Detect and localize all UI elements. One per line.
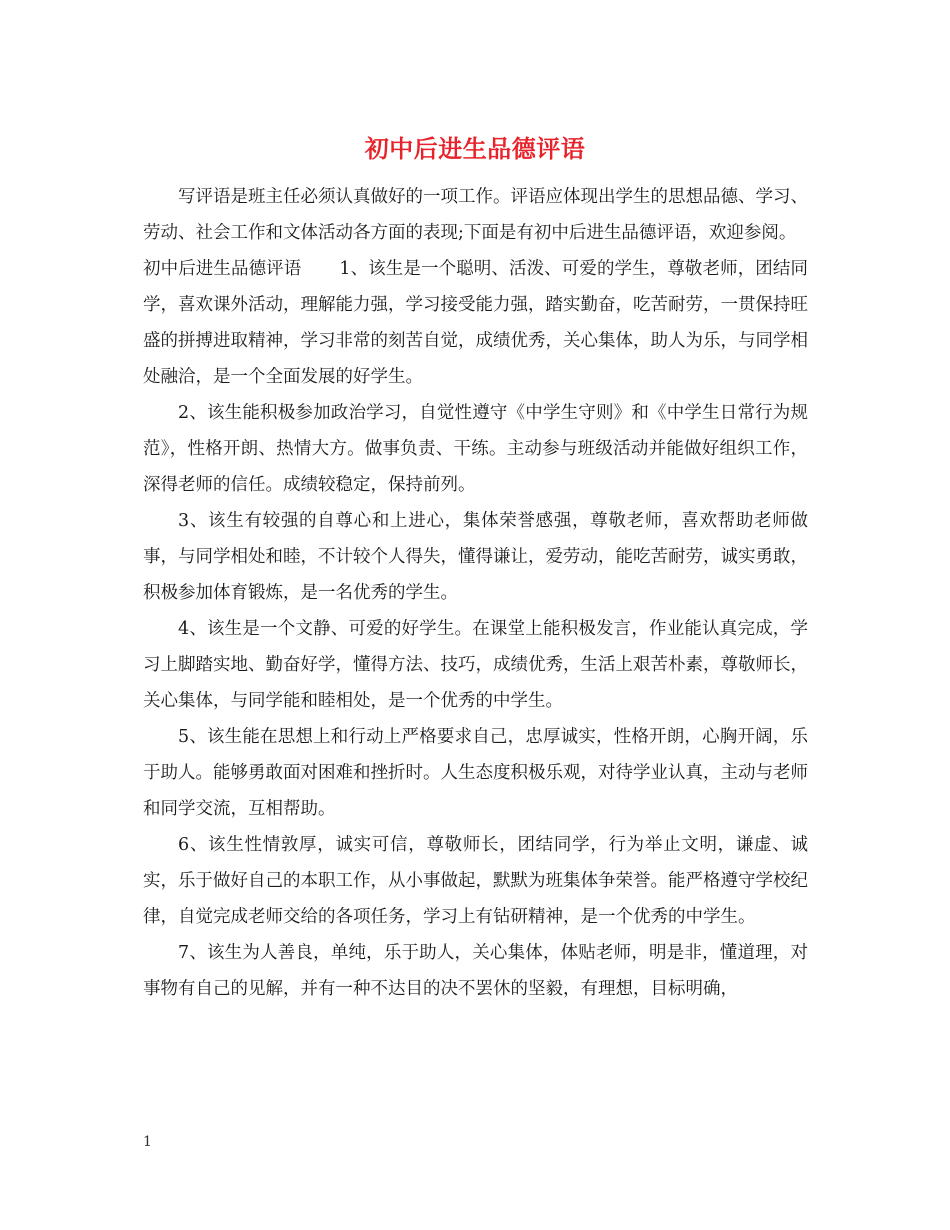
evaluation-item-2: 2、该生能积极参加政治学习，自觉性遵守《中学生守则》和《中学生日常行为规范》，性格开朗、热情大方。做事负责、干练。主动参与班级活动并能做好组织工作，深得老师的信任。成绩较稳定，保持前列。	[143, 403, 808, 495]
evaluation-item-7: 7、该生为人善良，单纯，乐于助人，关心集体，体贴老师，明是非，懂道理，对事物有自己的见解，并有一种不达目的决不罢休的坚毅，有理想，目标明确，	[143, 943, 808, 999]
evaluation-item-5: 5、该生能在思想上和行动上严格要求自己，忠厚诚实，性格开朗，心胸开阔，乐于助人。能够勇敢面对困难和挫折时。人生态度积极乐观，对待学业认真，主动与老师和同学交流，互相帮助。	[143, 727, 808, 819]
evaluation-item-3: 3、该生有较强的自尊心和上进心，集体荣誉感强，尊敬老师，喜欢帮助老师做事，与同学相处和睦，不计较个人得失，懂得谦让，爱劳动，能吃苦耐劳，诚实勇敢，积极参加体育锻炼，是一名优秀的学生。	[143, 511, 808, 603]
page-number: 1	[143, 1134, 152, 1150]
document-title: 初中后进生品德评语	[364, 134, 586, 163]
section-heading: 初中后进生品德评语	[143, 259, 302, 279]
document-body	[143, 179, 808, 1007]
evaluation-item-4: 4、该生是一个文静、可爱的好学生。在课堂上能积极发言，作业能认真完成，学习上脚踏实地、勤奋好学，懂得方法、技巧，成绩优秀，生活上艰苦朴素，尊敬师长，关心集体，与同学能和睦相处，是一个优秀的中学生。	[143, 619, 808, 711]
evaluation-item-1: 1、该生是一个聪明、活泼、可爱的学生，尊敬老师，团结同学，喜欢课外活动，理解能力强，学习接受能力强，踏实勤奋，吃苦耐劳，一贯保持旺盛的拼搏进取精神，学习非常的刻苦自觉，成绩优秀，关心集体，助人为乐，与同学相处融洽，是一个全面发展的好学生。	[143, 259, 809, 387]
evaluation-item-6: 6、该生性情敦厚，诚实可信，尊敬师长，团结同学，行为举止文明，谦虚、诚实，乐于做好自己的本职工作，从小事做起，默默为班集体争荣誉。能严格遵守学校纪律，自觉完成老师交给的各项任务，学习上有钻研精神，是一个优秀的中学生。	[143, 835, 808, 927]
intro-paragraph: 写评语是班主任必须认真做好的一项工作。评语应体现出学生的思想品德、学习、劳动、社会工作和文体活动各方面的表现;下面是有初中后进生品德评语，欢迎参阅。	[143, 187, 808, 243]
section-first-paragraph	[143, 251, 808, 395]
